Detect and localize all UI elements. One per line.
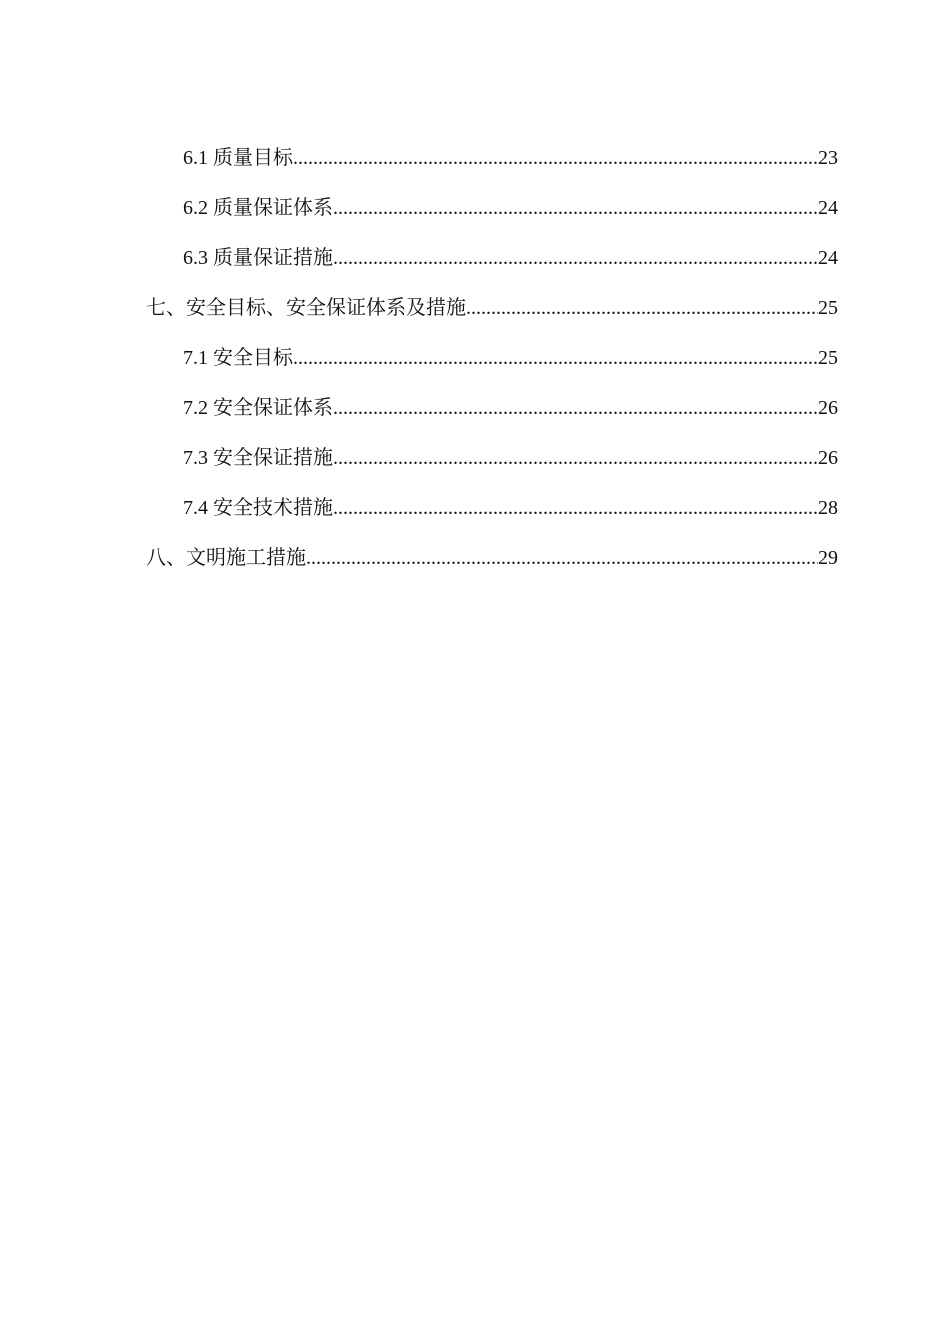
toc-dot-leader <box>293 133 818 183</box>
toc-page-number: 25 <box>818 297 838 319</box>
toc-page-number: 25 <box>818 347 838 369</box>
toc-entry-title: 6.2 质量保证体系 <box>183 197 333 219</box>
toc-entry-7-2[interactable] <box>146 383 838 433</box>
toc-dot-leader <box>333 433 818 483</box>
toc-dot-leader <box>466 283 818 333</box>
toc-page-number: 24 <box>818 247 838 269</box>
toc-entry-title: 7.2 安全保证体系 <box>183 397 333 419</box>
toc-entry-title: 7.3 安全保证措施 <box>183 447 333 469</box>
toc-dot-leader <box>293 333 818 383</box>
toc-dot-leader <box>306 533 818 583</box>
toc-page-number: 23 <box>818 147 838 169</box>
toc-page-number: 24 <box>818 197 838 219</box>
toc-dot-leader <box>333 483 818 533</box>
toc-entry-title: 7.1 安全目标 <box>183 347 293 369</box>
toc-entry-6-1[interactable] <box>146 133 838 183</box>
toc-entry-chapter-8[interactable] <box>146 533 838 583</box>
toc-entry-7-1[interactable] <box>146 333 838 383</box>
toc-entry-title: 7.4 安全技术措施 <box>183 497 333 519</box>
toc-page-number: 28 <box>818 497 838 519</box>
toc-entry-title: 七、安全目标、安全保证体系及措施 <box>146 297 466 319</box>
table-of-contents <box>146 133 838 583</box>
toc-page-number: 29 <box>818 547 838 569</box>
toc-page-number: 26 <box>818 447 838 469</box>
toc-entry-7-3[interactable] <box>146 433 838 483</box>
toc-entry-title: 6.3 质量保证措施 <box>183 247 333 269</box>
toc-dot-leader <box>333 233 818 283</box>
toc-dot-leader <box>333 383 818 433</box>
toc-page-number: 26 <box>818 397 838 419</box>
toc-entry-chapter-7[interactable] <box>146 283 838 333</box>
toc-entry-7-4[interactable] <box>146 483 838 533</box>
toc-entry-title: 八、文明施工措施 <box>146 547 306 569</box>
toc-entry-6-3[interactable] <box>146 233 838 283</box>
toc-dot-leader <box>333 183 818 233</box>
toc-entry-6-2[interactable] <box>146 183 838 233</box>
toc-entry-title: 6.1 质量目标 <box>183 147 293 169</box>
